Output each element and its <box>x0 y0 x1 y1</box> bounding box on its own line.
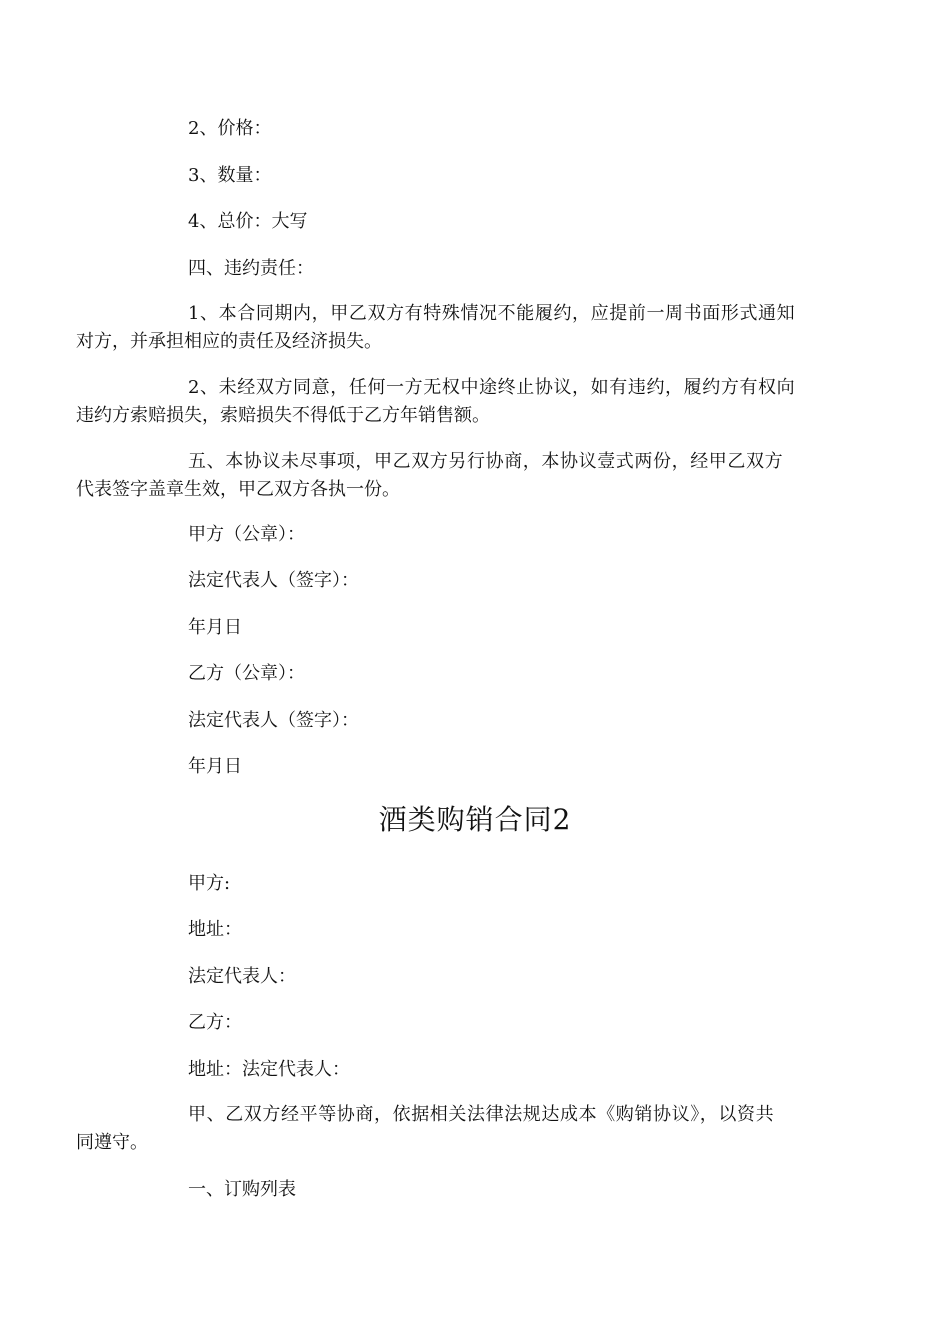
contract-2-address-representative-b: 地址：法定代表人： <box>188 1059 350 1080</box>
order-list-heading: 一、订购列表 <box>188 1179 296 1200</box>
party-b-seal: 乙方（公章）： <box>188 663 305 684</box>
contract-2-representative-a: 法定代表人： <box>188 966 296 987</box>
party-b-representative-signature: 法定代表人（签字）： <box>188 710 359 731</box>
breach-clause-1-line1: 1、本合同期内，甲乙双方有特殊情况不能履约，应提前一周书面形式通知 <box>188 303 796 324</box>
contract-2-intro <box>76 1101 850 1157</box>
party-a-date: 年月日 <box>188 617 242 638</box>
party-a-representative-signature: 法定代表人（签字）： <box>188 570 359 591</box>
party-b-date: 年月日 <box>188 756 242 777</box>
breach-clause-2 <box>76 374 850 430</box>
clause-5 <box>76 448 850 504</box>
total-line: 4、总价：大写 <box>188 211 308 232</box>
breach-clause-1-line2: 对方，并承担相应的责任及经济损失。 <box>76 331 382 352</box>
quantity-line: 3、数量： <box>188 165 272 186</box>
contract-2-party-a: 甲方: <box>188 873 231 894</box>
contract-2-intro-line2: 同遵守。 <box>76 1132 148 1153</box>
party-a-seal: 甲方（公章）： <box>188 524 305 545</box>
contract-2-title: 酒类购销合同2 <box>378 803 572 836</box>
clause-5-line1: 五、本协议未尽事项，甲乙双方另行协商，本协议壹式两份，经甲乙双方 <box>188 451 784 472</box>
clause-5-line2: 代表签字盖章生效，甲乙双方各执一份。 <box>76 479 400 500</box>
contract-2-intro-line1: 甲、乙双方经平等协商，依据相关法律法规达成本《购销协议》，以资共 <box>188 1104 775 1125</box>
breach-clause-1 <box>76 300 850 356</box>
breach-clause-2-line2: 违约方索赔损失，索赔损失不得低于乙方年销售额。 <box>76 405 490 426</box>
contract-2-address-a: 地址： <box>188 919 242 940</box>
breach-clause-2-line1: 2、未经双方同意，任何一方无权中途终止协议，如有违约，履约方有权向 <box>188 377 796 398</box>
price-line: 2、价格： <box>188 118 272 139</box>
breach-heading: 四、违约责任： <box>188 258 314 279</box>
contract-2-party-b: 乙方： <box>188 1012 242 1033</box>
